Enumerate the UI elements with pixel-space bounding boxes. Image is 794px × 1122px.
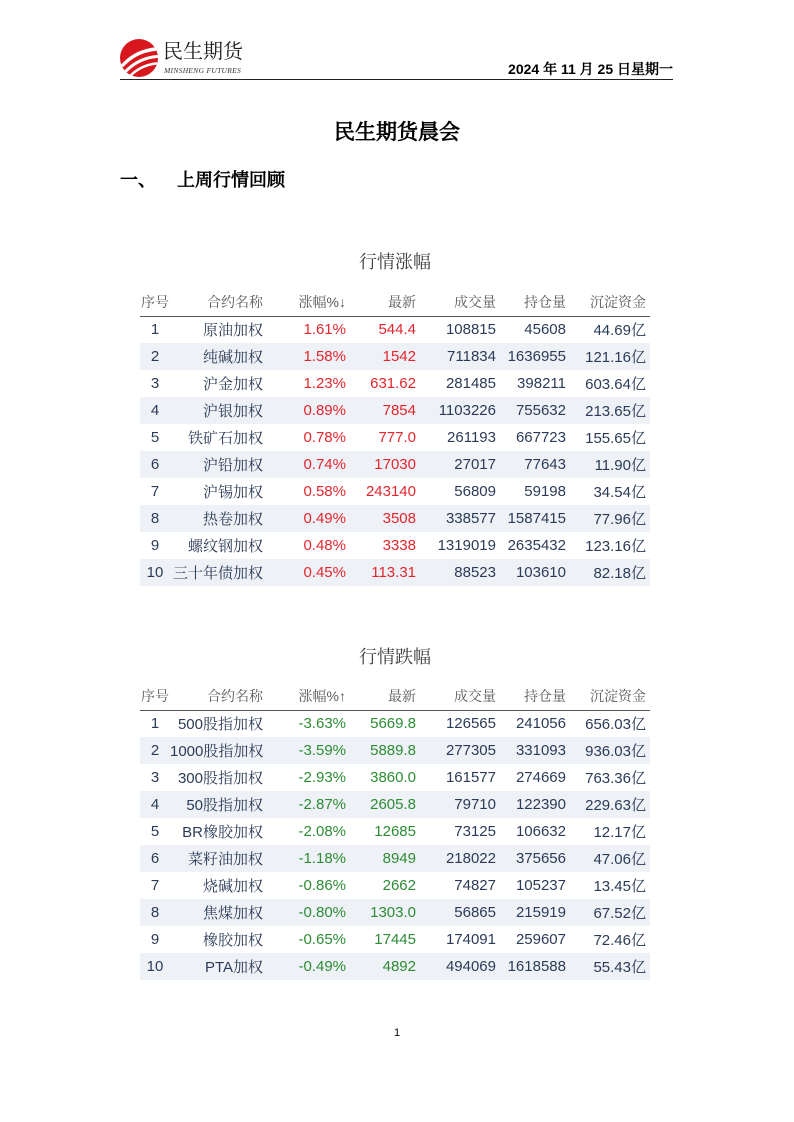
last-price-cell: 17030	[350, 451, 420, 478]
header-row	[140, 683, 650, 710]
settled-capital-cell: 121.16亿	[570, 343, 650, 370]
last-price-cell: 5889.8	[350, 737, 420, 764]
last-price-cell: 243140	[365, 483, 416, 500]
volume-cell: 1319019	[437, 537, 496, 554]
last-price-cell: 4892	[350, 953, 420, 980]
open-interest-cell: 59198	[524, 483, 566, 500]
contract-name-cell: 橡胶加权	[202, 932, 263, 949]
change-pct-cell: 1.58%	[266, 343, 350, 370]
table-row	[140, 424, 650, 451]
rank-cell: 5	[150, 429, 160, 446]
rank-cell: 3	[150, 769, 160, 786]
last-price-cell: 777.0	[378, 429, 416, 446]
open-interest-cell: 106632	[515, 823, 566, 840]
change-pct-cell: -0.49%	[266, 953, 350, 980]
settled-capital-cell: 11.90亿	[570, 451, 650, 478]
column-header-contract-name: 合约名称	[170, 683, 266, 710]
table-row	[140, 953, 650, 980]
contract-name-cell: 沪铅加权	[170, 451, 266, 478]
gainers-table-title: 行情涨幅	[359, 252, 431, 272]
column-header-contract-name: 合约名称	[170, 289, 266, 316]
column-header-rank: 序号	[140, 683, 170, 710]
change-pct-cell: -0.86%	[298, 877, 346, 894]
logo-name-en: MINSHENG FUTURES	[164, 66, 242, 75]
contract-name-cell: 原油加权	[202, 322, 263, 340]
column-header-settled-capital: 沉淀资金	[570, 289, 650, 316]
change-pct-cell: 0.74%	[266, 451, 350, 478]
volume-cell: 79710	[420, 791, 500, 818]
volume-cell: 56809	[454, 483, 496, 500]
rank-cell: 4	[140, 397, 170, 424]
contract-name-cell: BR橡胶加权	[182, 824, 263, 841]
contract-name-cell: 三十年债加权	[170, 559, 266, 586]
open-interest-cell: 77643	[500, 451, 570, 478]
table-body	[140, 710, 650, 980]
minsheng-logo-icon	[119, 38, 159, 78]
last-price-cell: 3508	[350, 505, 420, 532]
change-pct-cell: -2.93%	[298, 769, 346, 786]
contract-name-cell: 沪锡加权	[202, 484, 263, 501]
open-interest-cell: 103610	[500, 559, 570, 586]
last-price-cell: 544.4	[378, 321, 416, 339]
change-pct-cell: -0.80%	[266, 899, 350, 926]
volume-cell: 88523	[420, 559, 500, 586]
contract-name-cell: 烧碱加权	[202, 878, 263, 895]
change-pct-cell: -0.65%	[298, 931, 346, 948]
contract-name-cell: 纯碱加权	[170, 343, 266, 370]
contract-name-cell: 铁矿石加权	[187, 430, 263, 447]
table-row	[140, 505, 650, 532]
volume-cell: 261193	[447, 429, 496, 446]
settled-capital-cell: 77.96亿	[570, 505, 650, 532]
column-header-last-price: 最新	[350, 289, 420, 316]
table-row	[140, 532, 650, 559]
rank-cell: 7	[150, 483, 160, 500]
open-interest-cell: 2635432	[507, 537, 566, 554]
losers-table-grid	[140, 683, 650, 980]
rank-cell: 8	[140, 505, 170, 532]
header-row	[140, 289, 650, 316]
section-heading	[120, 169, 285, 191]
last-price-cell: 3338	[382, 537, 416, 554]
losers-table	[140, 683, 650, 980]
open-interest-cell: 1618588	[500, 953, 570, 980]
contract-name-cell: 500股指加权	[177, 716, 263, 734]
last-price-cell: 631.62	[370, 375, 416, 392]
settled-capital-cell: 123.16亿	[585, 538, 646, 555]
volume-cell: 338577	[420, 505, 500, 532]
volume-cell: 74827	[454, 877, 496, 894]
change-pct-cell: -3.59%	[266, 737, 350, 764]
change-pct-cell: 1.23%	[303, 375, 346, 392]
table-row	[140, 397, 650, 424]
open-interest-cell: 1587415	[500, 505, 570, 532]
settled-capital-cell: 603.64亿	[585, 376, 646, 393]
rank-cell: 7	[150, 877, 160, 894]
open-interest-cell: 241056	[515, 715, 566, 733]
column-header-open-interest: 持仓量	[500, 683, 570, 710]
column-header-change-pct: 涨幅%↓	[266, 289, 350, 316]
rank-cell: 10	[140, 953, 170, 980]
column-header-volume: 成交量	[420, 683, 500, 710]
volume-cell: 56865	[420, 899, 500, 926]
rank-cell: 1	[150, 321, 160, 339]
open-interest-cell: 274669	[515, 769, 566, 786]
column-header-volume: 成交量	[420, 289, 500, 316]
contract-name-cell: PTA加权	[170, 953, 266, 980]
volume-cell: 27017	[420, 451, 500, 478]
section-title: 上周行情回顾	[177, 170, 285, 190]
last-price-cell: 2662	[382, 877, 416, 894]
change-pct-cell: -2.87%	[266, 791, 350, 818]
page-title: 民生期货晨会	[334, 121, 460, 144]
last-price-cell: 17445	[374, 931, 416, 948]
table-row	[140, 899, 650, 926]
logo-name-cn: 民生期货	[163, 41, 243, 63]
column-header-rank: 序号	[140, 289, 170, 316]
change-pct-cell: 0.48%	[303, 537, 346, 554]
volume-cell: 494069	[420, 953, 500, 980]
change-pct-cell: -3.63%	[298, 715, 346, 733]
change-pct-cell: 0.78%	[303, 429, 346, 446]
settled-capital-cell: 12.17亿	[593, 824, 646, 841]
rank-cell: 6	[140, 451, 170, 478]
settled-capital-cell: 34.54亿	[593, 484, 646, 501]
table-row	[140, 478, 650, 505]
last-price-cell: 1542	[350, 343, 420, 370]
table-body	[140, 316, 650, 586]
open-interest-cell: 667723	[515, 429, 566, 446]
change-pct-cell: 0.58%	[303, 483, 346, 500]
volume-cell: 161577	[445, 769, 496, 786]
rank-cell: 2	[140, 737, 170, 764]
gainers-table-grid	[140, 289, 650, 586]
contract-name-cell: 螺纹钢加权	[187, 538, 263, 555]
open-interest-cell: 1636955	[500, 343, 570, 370]
settled-capital-cell: 47.06亿	[570, 845, 650, 872]
open-interest-cell: 259607	[515, 931, 566, 948]
last-price-cell: 12685	[374, 823, 416, 840]
change-pct-cell: -1.18%	[266, 845, 350, 872]
open-interest-cell: 45608	[524, 321, 566, 339]
settled-capital-cell: 55.43亿	[570, 953, 650, 980]
report-date: 2024 年 11 月 25 日星期一	[508, 61, 673, 77]
volume-cell: 711834	[420, 343, 500, 370]
last-price-cell: 2605.8	[350, 791, 420, 818]
volume-cell: 1103226	[420, 397, 500, 424]
settled-capital-cell: 67.52亿	[570, 899, 650, 926]
settled-capital-cell: 44.69亿	[593, 322, 646, 340]
volume-cell: 218022	[420, 845, 500, 872]
rank-cell: 5	[150, 823, 160, 840]
table-row	[140, 343, 650, 370]
rank-cell: 9	[150, 931, 160, 948]
open-interest-cell: 105237	[515, 877, 566, 894]
open-interest-cell: 215919	[500, 899, 570, 926]
company-logo	[119, 38, 251, 80]
table-row	[140, 370, 650, 397]
table-row	[140, 559, 650, 586]
column-header-open-interest: 持仓量	[500, 289, 570, 316]
rank-cell: 1	[150, 715, 160, 733]
settled-capital-cell: 763.36亿	[585, 770, 646, 787]
table-row	[140, 845, 650, 872]
settled-capital-cell: 656.03亿	[585, 716, 646, 734]
contract-name-cell: 1000股指加权	[170, 737, 266, 764]
volume-cell: 281485	[445, 375, 496, 392]
last-price-cell: 1303.0	[350, 899, 420, 926]
open-interest-cell: 331093	[500, 737, 570, 764]
volume-cell: 73125	[454, 823, 496, 840]
last-price-cell: 7854	[350, 397, 420, 424]
settled-capital-cell: 213.65亿	[570, 397, 650, 424]
table-row	[140, 818, 650, 845]
settled-capital-cell: 155.65亿	[585, 430, 646, 447]
open-interest-cell: 398211	[517, 375, 566, 392]
change-pct-cell: 0.49%	[266, 505, 350, 532]
table-row	[140, 710, 650, 737]
section-number: 一、	[120, 170, 156, 190]
contract-name-cell: 沪银加权	[170, 397, 266, 424]
last-price-cell: 113.31	[350, 559, 420, 586]
table-row	[140, 737, 650, 764]
settled-capital-cell: 72.46亿	[593, 932, 646, 949]
header-divider	[120, 79, 673, 80]
change-pct-cell: 1.61%	[303, 321, 346, 339]
contract-name-cell: 焦煤加权	[170, 899, 266, 926]
settled-capital-cell: 936.03亿	[570, 737, 650, 764]
rank-cell: 10	[140, 559, 170, 586]
volume-cell: 108815	[445, 321, 496, 339]
contract-name-cell: 热卷加权	[170, 505, 266, 532]
open-interest-cell: 375656	[500, 845, 570, 872]
rank-cell: 3	[150, 375, 160, 392]
last-price-cell: 8949	[350, 845, 420, 872]
column-header-change-pct: 涨幅%↑	[266, 683, 350, 710]
open-interest-cell: 755632	[500, 397, 570, 424]
change-pct-cell: 0.89%	[266, 397, 350, 424]
change-pct-cell: 0.45%	[266, 559, 350, 586]
contract-name-cell: 沪金加权	[202, 376, 263, 393]
losers-table-title: 行情跌幅	[359, 647, 431, 667]
rank-cell: 4	[140, 791, 170, 818]
rank-cell: 8	[140, 899, 170, 926]
contract-name-cell: 菜籽油加权	[170, 845, 266, 872]
column-header-settled-capital: 沉淀资金	[570, 683, 650, 710]
rank-cell: 9	[150, 537, 160, 554]
table-header	[140, 683, 650, 710]
table-row	[140, 316, 650, 343]
settled-capital-cell: 13.45亿	[593, 878, 646, 895]
table-row	[140, 872, 650, 899]
table-row	[140, 451, 650, 478]
table-row	[140, 926, 650, 953]
contract-name-cell: 300股指加权	[177, 770, 263, 787]
table-row	[140, 791, 650, 818]
gainers-table	[140, 289, 650, 586]
contract-name-cell: 50股指加权	[170, 791, 266, 818]
last-price-cell: 5669.8	[370, 715, 416, 733]
settled-capital-cell: 229.63亿	[570, 791, 650, 818]
column-header-last-price: 最新	[350, 683, 420, 710]
page-number: 1	[393, 1027, 401, 1039]
volume-cell: 126565	[445, 715, 496, 733]
rank-cell: 2	[140, 343, 170, 370]
open-interest-cell: 122390	[500, 791, 570, 818]
change-pct-cell: -2.08%	[298, 823, 346, 840]
table-header	[140, 289, 650, 316]
volume-cell: 277305	[420, 737, 500, 764]
table-row	[140, 764, 650, 791]
volume-cell: 174091	[445, 931, 496, 948]
rank-cell: 6	[140, 845, 170, 872]
last-price-cell: 3860.0	[370, 769, 416, 786]
settled-capital-cell: 82.18亿	[570, 559, 650, 586]
